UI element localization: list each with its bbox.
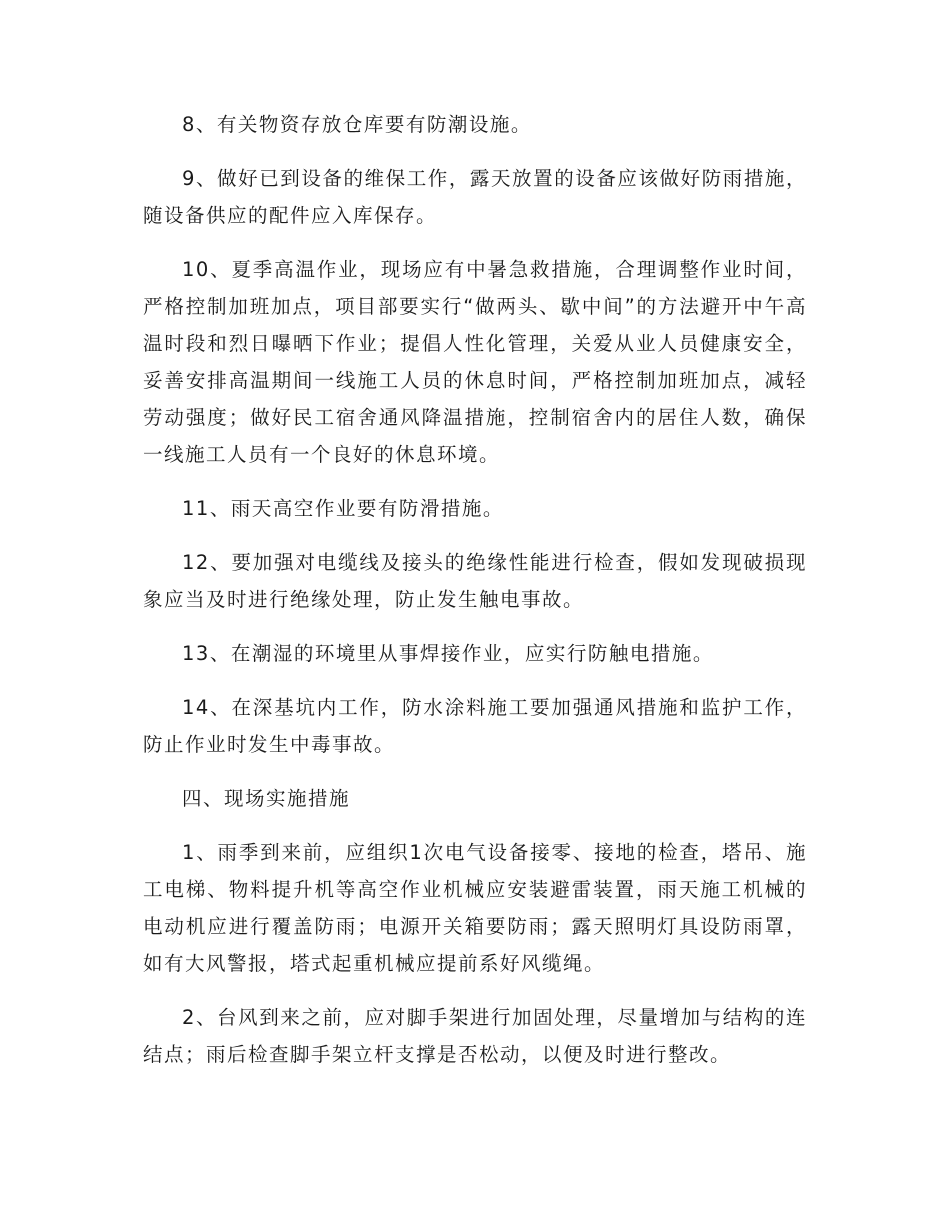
paragraph-item-10: 10、夏季高温作业，现场应有中暑急救措施，合理调整作业时间，严格控制加班加点，项目部要实行“做两头、歇中间”的方法避开中午高温时段和烈日曝晒下作业；提倡人性化管理，关爱从业人员健康安全，妥善安排高温期间一线施工人员的休息时间，严格控制加班加点，减轻劳动强度；做好民工宿舍通风降温措施，控制宿舍内的居住人数，确保一线施工人员有一个良好的休息环境。	[143, 258, 807, 466]
measure-item-1: 1、雨季到来前，应组织1次电气设备接零、接地的检查，塔吊、施工电梯、物料提升机等高空作业机械应安装避雷装置，雨天施工机械的电动机应进行覆盖防雨；电源开关箱要防雨；露天照明灯具设防雨罩，如有大风警报，塔式起重机械应提前系好风缆绳。	[143, 841, 807, 975]
paragraph-item-14: 14、在深基坑内工作，防水涂料施工要加强通风措施和监护工作，防止作业时发生中毒事故。	[143, 696, 807, 756]
paragraph-item-12: 12、要加强对电缆线及接头的绝缘性能进行检查，假如发现破损现象应当及时进行绝缘处理，防止发生触电事故。	[143, 551, 807, 611]
measure-item-2: 2、台风到来之前，应对脚手架进行加固处理，尽量增加与结构的连结点；雨后检查脚手架立杆支撑是否松动，以便及时进行整改。	[143, 1006, 807, 1066]
paragraph-item-8: 8、有关物资存放仓库要有防潮设施。	[182, 113, 532, 136]
paragraph-item-9: 9、做好已到设备的维保工作，露天放置的设备应该做好防雨措施，随设备供应的配件应入库保存。	[143, 167, 807, 227]
section-heading: 四、现场实施措施	[182, 787, 351, 810]
document-body	[143, 106, 807, 1090]
paragraph-item-11: 11、雨天高空作业要有防滑措施。	[182, 497, 504, 520]
paragraph-item-13: 13、在潮湿的环境里从事焊接作业，应实行防触电措施。	[182, 642, 714, 665]
